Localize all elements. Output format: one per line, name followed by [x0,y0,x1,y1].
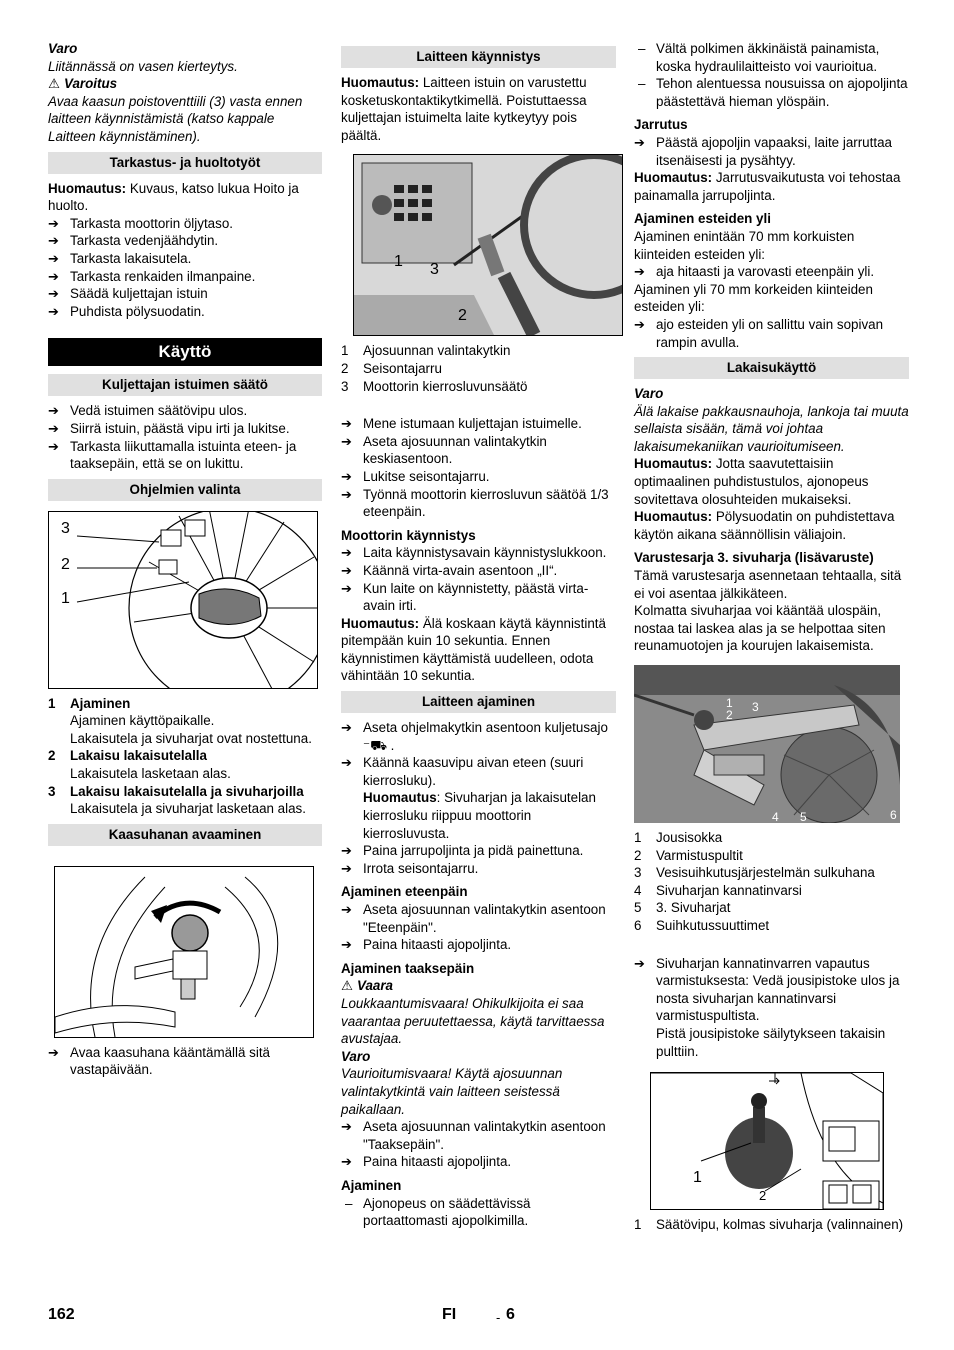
legend-item: 1 Jousisokka [634,830,723,845]
reverse-step: ➔ Aseta ajosuunnan valintakytkin asentoon "Taaksepäin". [341,1118,616,1153]
heading-istuin: Kuljettajan istuimen säätö [48,374,322,396]
fig-label: 1 [726,696,733,710]
gas-valve-illustration [55,867,313,1037]
fig-label: 3 [430,261,439,279]
legend-item: 1 Säätövipu, kolmas sivuharja (valinnainen) [634,1217,904,1233]
side-brush-illustration [634,665,900,823]
drive-step: ➔ Käännä kaasuvipu aivan eteen (suuri kierrosluku). [341,754,616,789]
subheading-taakse: Ajaminen taaksepäin [341,960,475,976]
start-step: ➔ Työnnä moottorin kierrosluvun säätöä 1/3 eteenpäin. [341,486,616,521]
release-step-2: Pistä jousipistoke säilytykseen takaisin pulttiin. [656,1025,886,1059]
fig-label: 3 [61,519,70,537]
legend-item: 2 Seisontajarru [341,360,442,376]
obstacle-text: Ajaminen enintään 70 mm korkuisten kiinteiden esteiden yli: [634,228,855,262]
program-desc: Ajaminen käyttöpaikalle. [70,713,215,729]
subheading-jarrutus: Jarrutus [634,117,688,133]
kit-text: Kolmatta sivuharjaa voi kääntää ulospäin, nostaa tai laskea alas ja se helpottaa siten reunamuotojen ja kourujen lakaisemista. [634,603,886,654]
fig-label: 3 [752,700,759,714]
program-selector-figure [48,511,318,689]
check-item: ➔ Tarkasta moottorin öljytaso. [48,215,322,233]
warning-icon: ⚠ [341,978,354,994]
engine-step: ➔ Käännä virta-avain asentoon „II“. [341,562,616,580]
brake-step: ➔ Päästä ajopoljin vapaaksi, laite jarruttaa itsenäisesti ja pysähtyy. [634,134,909,169]
program-desc: Lakaisutela ja sivuharjat ovat nostettuna. [70,730,312,746]
varo-text: Vaurioitumisvaara! Käytä ajosuunnan valintakytkintä vain laitteen seistessä paikallaan. [341,1066,563,1117]
engine-step: ➔ Kun laite on käynnistetty, päästä virta-avain irti. [341,580,616,615]
check-item: ➔ Puhdista pölysuodatin. [48,303,322,321]
note-label: Huomautus: [341,75,420,90]
note-label: Huomautus: [341,615,420,631]
obstacle-text: Ajaminen yli 70 mm korkeiden kiinteiden esteiden yli: [634,281,873,315]
program-desc: Lakaisutela lasketaan alas. [70,766,231,782]
heading-lakaisu: Lakaisukäyttö [634,357,909,379]
fig-label: 4 [772,810,779,823]
dash-item: – Vältä polkimen äkkinäistä painamista, koska hydraulilaitteisto voi vaurioitua. [634,40,909,75]
program-item: 1 Ajaminen [48,695,131,711]
program-dial-illustration [49,512,317,688]
dashboard-figure [353,154,623,336]
vaara-title: Vaara [357,978,394,994]
footer-sep: - [496,1310,501,1325]
varoitus-title: Varoitus [64,76,118,92]
varoitus-text: Avaa kaasun poistoventtiili (3) vasta ennen laitteen käynnistämistä (katso kappale Laitteen käynnistäminen). [48,93,303,144]
side-brush-photo [634,665,900,823]
obstacle-step: ➔ ajo esteiden yli on sallittu vain sopivan rampin avulla. [634,316,909,351]
legend-item: 1 Ajosuunnan valintakytkin [341,343,511,359]
varo-title: Varo [341,1048,371,1064]
check-item: ➔ Tarkasta lakaisutela. [48,250,322,268]
reverse-step: ➔ Paina hitaasti ajopoljinta. [341,1153,616,1171]
note-text: : Sivuharjan ja lakaisutelan kierrosluku riippuu moottorin kierrosluvusta. [363,790,596,841]
transport-icon: ⁻⛟ [363,737,387,753]
page-number: 162 [48,1306,75,1323]
legend-item: 4 Sivuharjan kannatinvarsi [634,882,802,898]
note-text: Laitteen istuin on varustettu kosketuskontaktikytkimellä. Poistuttaessa kuljettajan istuimelta laite kytkeytyy pois päältä. [341,75,587,143]
seat-step: ➔ Tarkasta liikuttamalla istuinta eteen- ja taaksepäin, että se on lukittu. [48,438,322,473]
start-step: ➔ Lukitse seisontajarru. [341,468,616,486]
note-label: Huomautus: [634,456,713,472]
drive-step: ➔ Aseta ohjelmakytkin asentoon kuljetusajo ⁻⛟ . [341,719,616,754]
fig-label: 5 [800,810,807,823]
heading-kaytto: Käyttö [48,338,322,366]
note-text: Kuvaus, katso lukua Hoito ja huolto. [48,180,299,214]
program-item: 2 Lakaisu lakaisutelalla [48,748,207,764]
forward-step: ➔ Paina hitaasti ajopoljinta. [341,936,616,954]
note-text: Pölysuodatin on puhdistettava käytön aikana säännöllisin väliajoin. [634,509,895,542]
vaara-text: Loukkaantumisvaara! Ohikulkijoita ei saa vaarantaa peruutettaessa, käytä tarvittaessa avustajaa. [341,995,605,1047]
subheading-eteen: Ajaminen eteenpäin [341,884,468,900]
heading-tarkastus: Tarkastus- ja huoltotyöt [48,152,322,174]
fig-label: 2 [458,307,467,325]
fig-label: 6 [890,808,897,822]
subheading-ajaminen: Ajaminen [341,1177,402,1193]
section-page-number: 6 [506,1306,515,1323]
heading-ajaminen: Laitteen ajaminen [341,691,616,713]
note-text: Jotta saavutettaisiin optimaalinen puhdistustulos, ajonopeus sovitettava olosuhteiden mukaiseksi. [634,456,869,507]
fig-label: 2 [61,555,70,573]
fig-label: 1 [394,253,403,271]
varo-title: Varo [48,41,78,56]
heading-ohjelmien: Ohjelmien valinta [48,479,322,501]
fig-label: 1 [61,589,70,607]
note-text: Älä koskaan käytä käynnistintä pitempään kuin 10 sekuntia. Ennen käynnistimen käyttämistä uudelleen, odota vähintään 10 sekuntia. [341,615,606,684]
column-3 [634,40,909,1234]
drive-step: ➔ Paina jarrupoljinta ja pidä painettuna. [341,842,616,860]
subheading-varustesarja: Varustesarja 3. sivuharja (lisävaruste) [634,550,874,566]
legend-item: 2 Varmistuspultit [634,847,743,863]
dash-item: – Ajonopeus on säädettävissä portaattomasti ajopolkimilla. [341,1195,616,1230]
varo-text: Älä lakaise pakkausnauhoja, lankoja tai muuta sellaista sisään, tämä voi johtaa lakaisumekaniikan vaurioitumiseen. [634,403,909,454]
heading-kaynnistys: Laitteen käynnistys [341,46,616,68]
gas-step: ➔ Avaa kaasuhana kääntämällä sitä vastapäivään. [48,1044,322,1079]
note-label: Huomautus: [634,509,713,525]
program-desc: Lakaisutela ja sivuharjat lasketaan alas. [70,801,306,817]
note-label: Huomautus: [634,170,713,186]
note-label: Huomautus [363,790,437,806]
legend-item: 5 3. Sivuharjat [634,900,731,916]
subheading-moottorin: Moottorin käynnistys [341,527,476,543]
fig-label: 2 [759,1188,767,1204]
language-code: FI [442,1306,457,1323]
start-step: ➔ Mene istumaan kuljettajan istuimelle. [341,415,616,433]
program-item: 3 Lakaisu lakaisutelalla ja sivuharjoilla [48,783,304,799]
warning-icon: ⚠ [48,76,61,92]
kit-text: Tämä varustesarja asennetaan tehtaalla, sitä ei voi asentaa jälkikäteen. [634,568,902,601]
column-1 [48,40,322,1079]
release-step: ➔ Sivuharjan kannatinvarren vapautus varmistuksesta: Vedä jousipistoke ulos ja nosta sivuharjan kannatinvarsi varmistuspultista. [634,955,909,1025]
varo-text: Liitännässä on vasen kierteytys. [48,58,238,74]
varo-title: Varo [634,386,664,402]
fig-label: 2 [726,708,733,722]
gas-valve-figure [54,866,314,1038]
subheading-esteiden: Ajaminen esteiden yli [634,211,771,227]
forward-step: ➔ Aseta ajosuunnan valintakytkin asentoon "Eteenpäin". [341,901,616,936]
drive-step: ➔ Irrota seisontajarru. [341,860,616,878]
note-text: Jarrutusvaikutusta voi tehostaa painamalla jarrupoljinta. [634,170,901,203]
joystick-illustration [651,1073,883,1209]
legend-item: 3 Vesisuihkutusjärjestelmän sulkuhana [634,865,875,881]
dashboard-illustration [354,155,622,335]
note-label: Huomautus: [48,180,127,196]
legend-item: 6 Suihkutussuuttimet [634,917,770,933]
engine-step: ➔ Laita käynnistysavain käynnistyslukkoon. [341,544,616,562]
obstacle-step: ➔ aja hitaasti ja varovasti eteenpäin yli. [634,263,909,281]
legend-item: 3 Moottorin kierrosluvunsäätö [341,378,528,394]
dash-item: – Tehon alentuessa nousuissa on ajopoljinta päästettävä hieman ylöspäin. [634,75,909,110]
control-lever-figure [650,1072,884,1210]
seat-step: ➔ Siirrä istuin, päästä vipu irti ja lukitse. [48,420,322,438]
heading-kaasu: Kaasuhanan avaaminen [48,824,322,846]
check-item: ➔ Säädä kuljettajan istuin [48,285,322,303]
check-item: ➔ Tarkasta vedenjäähdytin. [48,232,322,250]
check-item: ➔ Tarkasta renkaiden ilmanpaine. [48,268,322,286]
column-2 [341,40,616,1230]
start-step: ➔ Aseta ajosuunnan valintakytkin keskiasentoon. [341,433,616,468]
seat-step: ➔ Vedä istuimen säätövipu ulos. [48,402,322,420]
fig-label: 1 [693,1169,702,1187]
